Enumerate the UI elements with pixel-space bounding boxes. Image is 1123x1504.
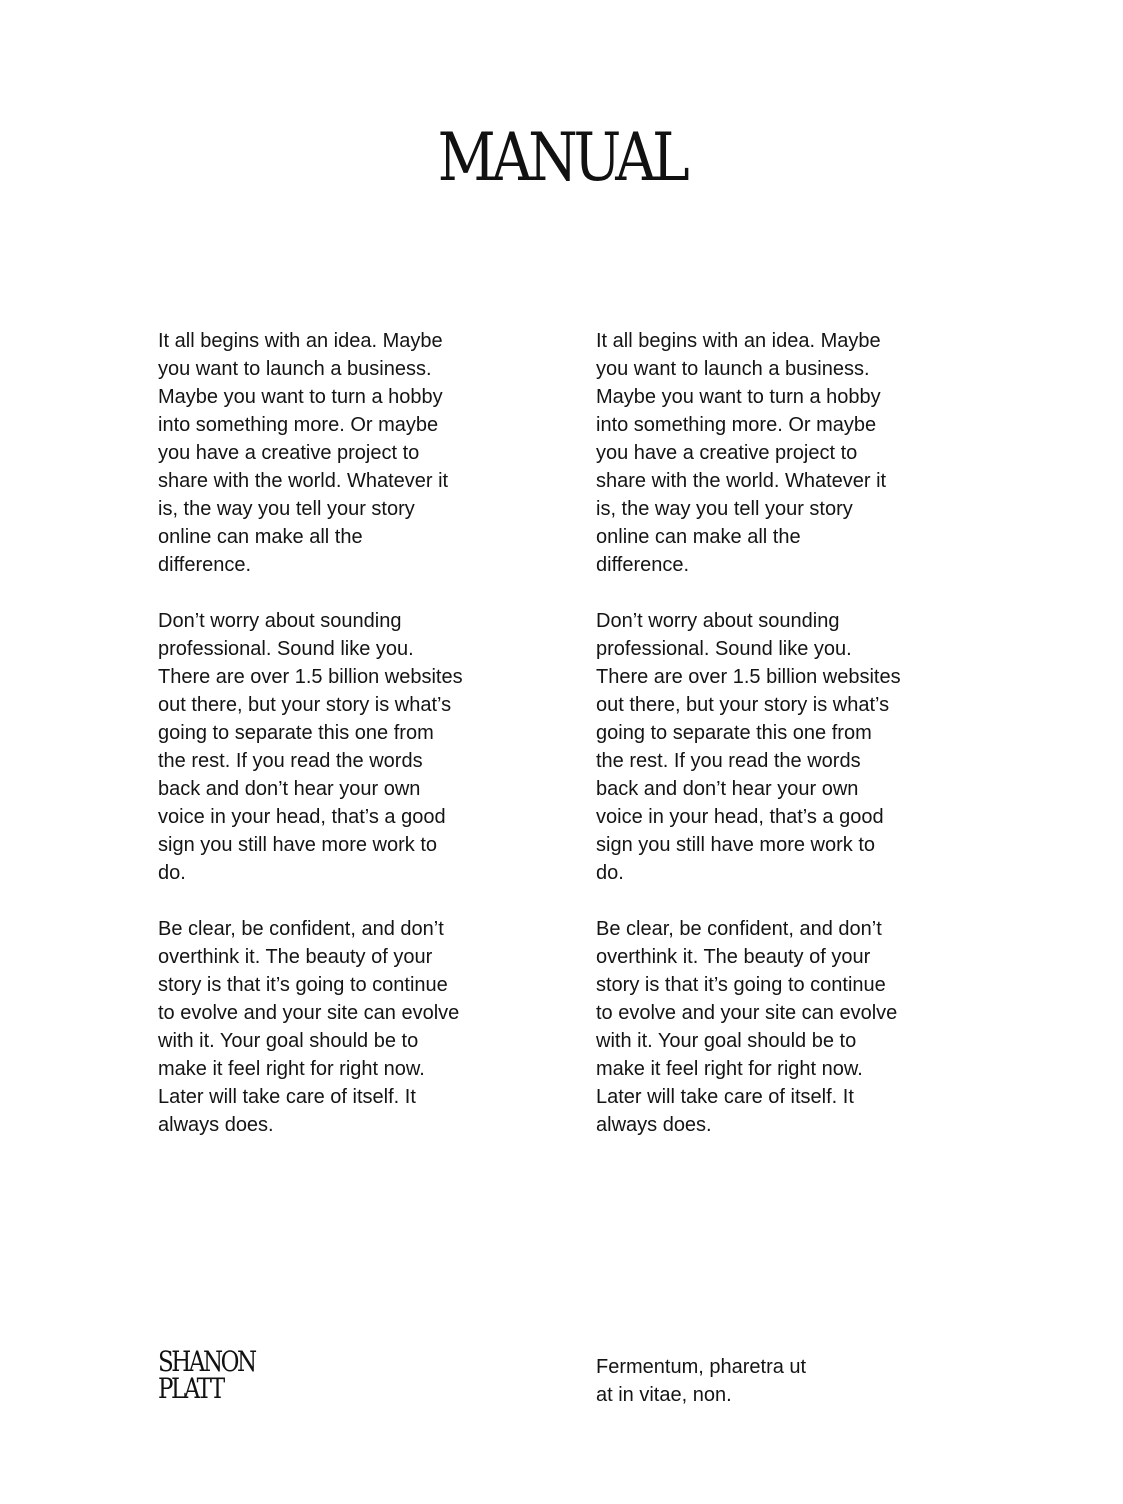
- brand-logo: [158, 1345, 255, 1405]
- logo-line-last: PLATT: [158, 1372, 223, 1405]
- page-title: MANUAL: [437, 119, 686, 196]
- paragraph: Be clear, be confident, and don’t overthink it. The beauty of your story is that it’s going to continue to evolve and your site can evolve with it. Your goal should be to make it feel right for right now. Later will take care of itself. It always does.: [596, 918, 898, 1136]
- paragraph: Be clear, be confident, and don’t overthink it. The beauty of your story is that it’s going to continue to evolve and your site can evolve with it. Your goal should be to make it feel right for right now. Later will take care of itself. It always does.: [158, 918, 460, 1136]
- text-column-left: [158, 327, 498, 1167]
- paragraph: It all begins with an idea. Maybe you want to launch a business. Maybe you want to turn a hobby into something more. Or maybe you have a creative project to share with the world. Whatever it is, the way you tell your story online can make all the difference.: [596, 330, 887, 576]
- paragraph: It all begins with an idea. Maybe you want to launch a business. Maybe you want to turn a hobby into something more. Or maybe you have a creative project to share with the world. Whatever it is, the way you tell your story online can make all the difference.: [158, 330, 449, 576]
- paragraph: Don’t worry about sounding professional. Sound like you. There are over 1.5 billion websites out there, but your story is what’s going to separate this one from the rest. If you read the words back and don’t hear your own voice in your head, that’s a good sign you still have more work to do.: [158, 610, 463, 884]
- footer-note: Fermentum, pharetra ut at in vitae, non.: [596, 1356, 807, 1406]
- text-column-right: [596, 327, 936, 1167]
- paragraph: Don’t worry about sounding professional. Sound like you. There are over 1.5 billion websites out there, but your story is what’s going to separate this one from the rest. If you read the words back and don’t hear your own voice in your head, that’s a good sign you still have more work to do.: [596, 610, 901, 884]
- logo-line-first: SHANON: [158, 1345, 255, 1378]
